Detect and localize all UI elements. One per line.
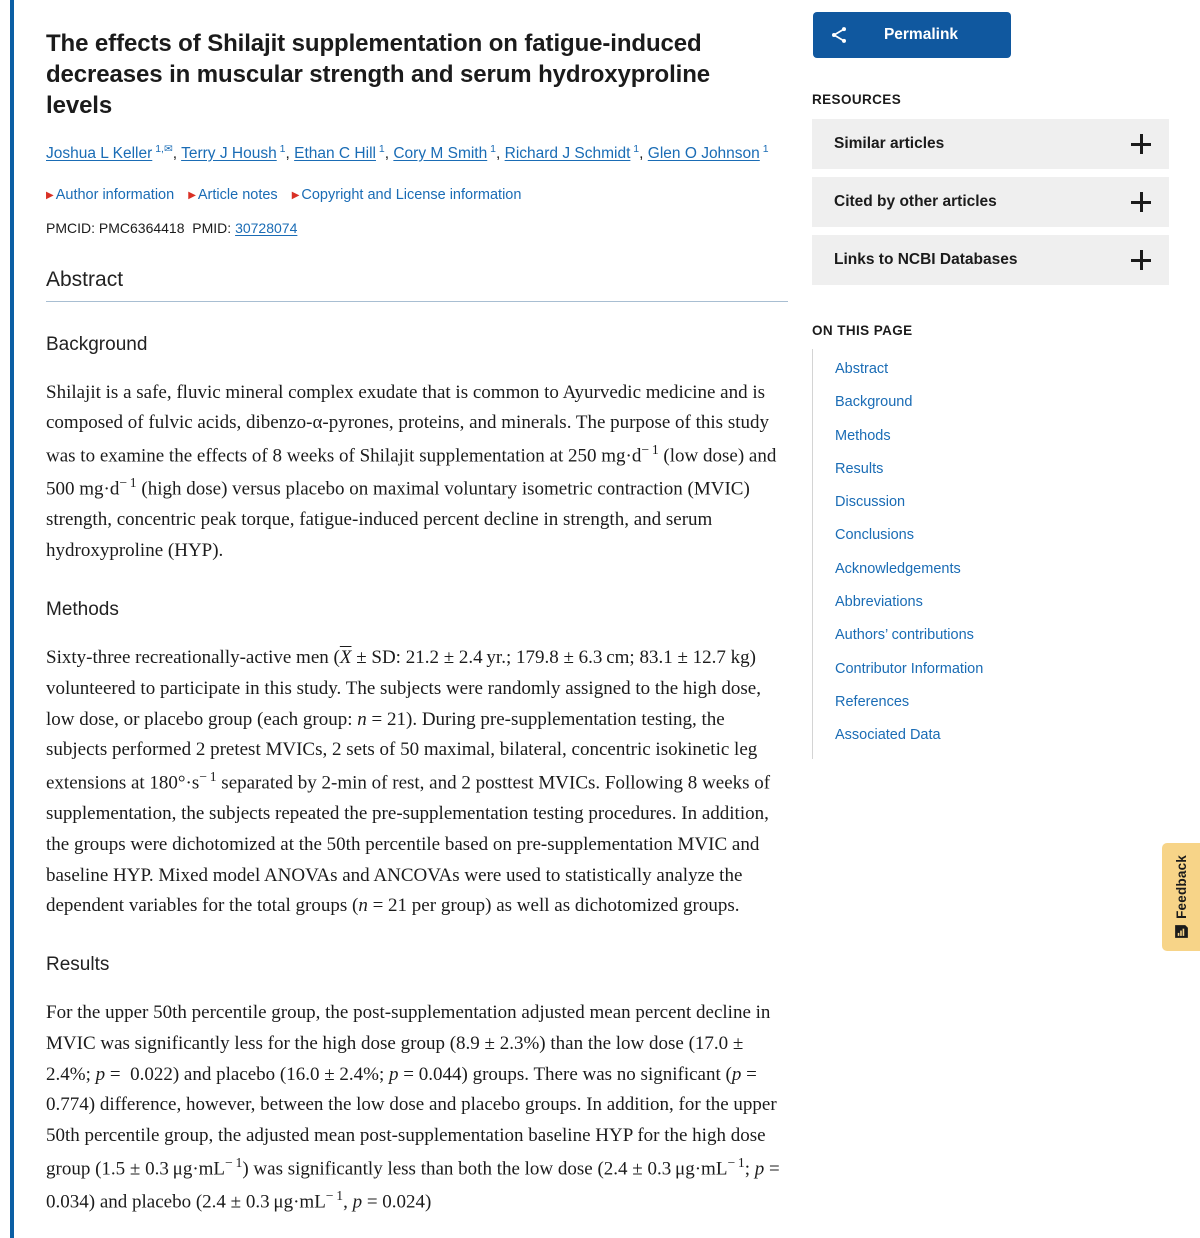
triangle-right-icon: ▶ <box>291 189 300 201</box>
on-this-page-item[interactable]: Background <box>835 394 913 411</box>
resource-row[interactable] <box>812 177 1169 227</box>
author-link[interactable]: Ethan C Hill <box>294 144 376 162</box>
author-separator: , <box>639 144 648 162</box>
pmcid-value: PMC6364418 <box>98 219 185 236</box>
resource-label: Similar articles <box>834 135 945 152</box>
author-separator: , <box>172 144 182 162</box>
pmid-link[interactable]: 30728074 <box>235 219 298 236</box>
section-paragraph: Shilajit is a safe, fluvic mineral complex exudate that is common to Ayurvedic medicine and is composed of fulvic acids, dibenzo-α-pyrones, proteins, and minerals. The purpose of this study was to examine the effects of 8 weeks of Shilajit supplementation at 250 $mg\cdot d^{- 1}$ (low dose) and 500 $mg\cdot d^{- 1}$ (high dose) versus placebo on maximal voluntary isometric contraction (MVIC) strength, concentric peak torque, fatigue-induced percent decline in strength, and serum hydroxyproline (HYP). <box>46 381 777 562</box>
abstract-heading: Abstract <box>46 268 788 302</box>
author-link[interactable]: Joshua L Keller <box>46 144 153 162</box>
on-this-page-item[interactable]: Methods <box>835 427 891 444</box>
author-link[interactable]: Glen O Johnson <box>647 144 760 162</box>
on-this-page-item[interactable]: Abstract <box>835 361 889 377</box>
author-link[interactable]: Terry J Housh <box>181 144 277 162</box>
on-this-page-item[interactable]: Results <box>835 460 884 477</box>
section-paragraph: For the upper 50th percentile group, the post-supplementation adjusted mean percent decline in MVIC was significantly less for the high dose group (8.9 ± 2.3%) than the low dose (17.0 ± 2.4%; p = 0.022) and placebo (16.0 ± 2.4%; p = 0.044) groups. There was no significant (p = 0.774) difference, however, between the low dose and placebo groups. In addition, for the upper 50th percentile group, the adjusted mean post-supplementation baseline HYP for the high dose group (1.5 ± 0.3 $\mu g\cdot mL^{- 1}$) was significantly less than both the low dose (2.4 ± 0.3 $\mu g\cdot mL^{- 1}$; p = 0.034) and placebo (2.4 ± 0.3 $\mu g\cdot mL^{- 1}$, p = 0.024) <box>46 1002 780 1213</box>
author-link[interactable]: Cory M Smith <box>393 144 488 162</box>
author-separator: , <box>285 144 295 162</box>
plus-icon[interactable] <box>1131 192 1151 212</box>
resource-row[interactable] <box>812 235 1169 285</box>
plus-icon[interactable] <box>1131 250 1151 270</box>
author-list <box>46 142 790 165</box>
author-affiliation-marker: 1 <box>276 142 286 155</box>
article-identifiers <box>46 220 790 236</box>
feedback-label: Feedback <box>1173 854 1189 919</box>
pmid-label: PMID: <box>192 219 232 236</box>
article-main-column <box>46 0 790 1237</box>
resource-label: Cited by other articles <box>834 193 997 210</box>
on-this-page-item[interactable]: Acknowledgements <box>835 560 961 577</box>
on-this-page-list <box>812 349 1180 759</box>
on-this-page-heading: ON THIS PAGE <box>812 323 913 338</box>
permalink-button[interactable] <box>813 12 1011 58</box>
triangle-right-icon: ▶ <box>188 189 196 201</box>
on-this-page-item[interactable]: Contributor Information <box>835 660 984 677</box>
plus-icon[interactable] <box>1131 134 1151 154</box>
article-meta-links <box>46 185 790 207</box>
pmcid-label: PMCID: <box>46 219 95 236</box>
author-link[interactable]: Richard J Schmidt <box>504 144 631 162</box>
meta-link[interactable]: Author information <box>55 186 175 203</box>
section-paragraph: Sixty-three recreationally-active men ($\overline{X}$ ± SD: 21.2 ± 2.4 yr.; 179.8 ± 6.3 cm; 83.1 ± 12.7 kg) volunteered to participate in this study. The subjects were randomly assigned to the high dose, low dose, or placebo group (each group: n = 21). During pre-supplementation testing, the subjects performed 2 pretest MVICs, 2 sets of 50 maximal, bilateral, concentric isokinetic leg extensions at $180^\circ\cdot s^{- 1}$ separated by 2-min of rest, and 2 posttest MVICs. Following 8 weeks of supplementation, the subjects repeated the pre-supplementation testing procedures. In addition, the groups were dichotomized at the 50th percentile based on pre-supplementation MVIC and baseline HYP. Mixed model ANOVAs and ANCOVAs were used to statistically analyze the dependent variables for the total groups (n = 21 per group) as well as dichotomized groups. <box>46 646 771 917</box>
right-sidebar <box>812 0 1180 759</box>
on-this-page-item[interactable]: Associated Data <box>835 727 941 744</box>
resources-list <box>812 119 1180 285</box>
author-affiliation-marker: 1 <box>375 142 385 155</box>
author-affiliation-marker: 1 <box>487 142 496 155</box>
resource-label: Links to NCBI Databases <box>834 251 1018 268</box>
on-this-page-item[interactable]: References <box>835 693 910 710</box>
page-title: The effects of Shilajit supplementation on fatigue-induced decreases in muscular strength and serum hydroxyproline levels <box>46 30 711 120</box>
left-accent-rail <box>10 0 14 1238</box>
triangle-right-icon: ▶ <box>46 189 54 201</box>
abstract-sections <box>46 334 790 1218</box>
on-this-page-item[interactable]: Conclusions <box>835 527 914 544</box>
meta-link[interactable]: Article notes <box>197 186 278 203</box>
resources-heading: RESOURCES <box>812 92 902 107</box>
permalink-label: Permalink <box>883 26 959 43</box>
on-this-page-item[interactable]: Abbreviations <box>835 594 923 611</box>
author-affiliation-marker: 1,✉ <box>152 142 173 155</box>
author-separator: , <box>384 144 394 162</box>
author-affiliation-marker: 1 <box>630 142 640 155</box>
meta-link[interactable]: Copyright and License information <box>301 186 522 203</box>
author-affiliation-marker: 1 <box>759 142 769 155</box>
section-heading: Methods <box>46 598 119 620</box>
on-this-page-item[interactable]: Discussion <box>835 494 906 511</box>
author-separator: , <box>496 144 505 162</box>
share-icon <box>829 25 849 45</box>
resource-row[interactable] <box>812 119 1169 169</box>
on-this-page-item[interactable]: Authors’ contributions <box>835 627 974 644</box>
section-heading: Background <box>46 333 148 355</box>
feedback-tab[interactable] <box>1162 843 1200 951</box>
chart-document-icon <box>1174 924 1189 939</box>
section-heading: Results <box>46 954 110 976</box>
